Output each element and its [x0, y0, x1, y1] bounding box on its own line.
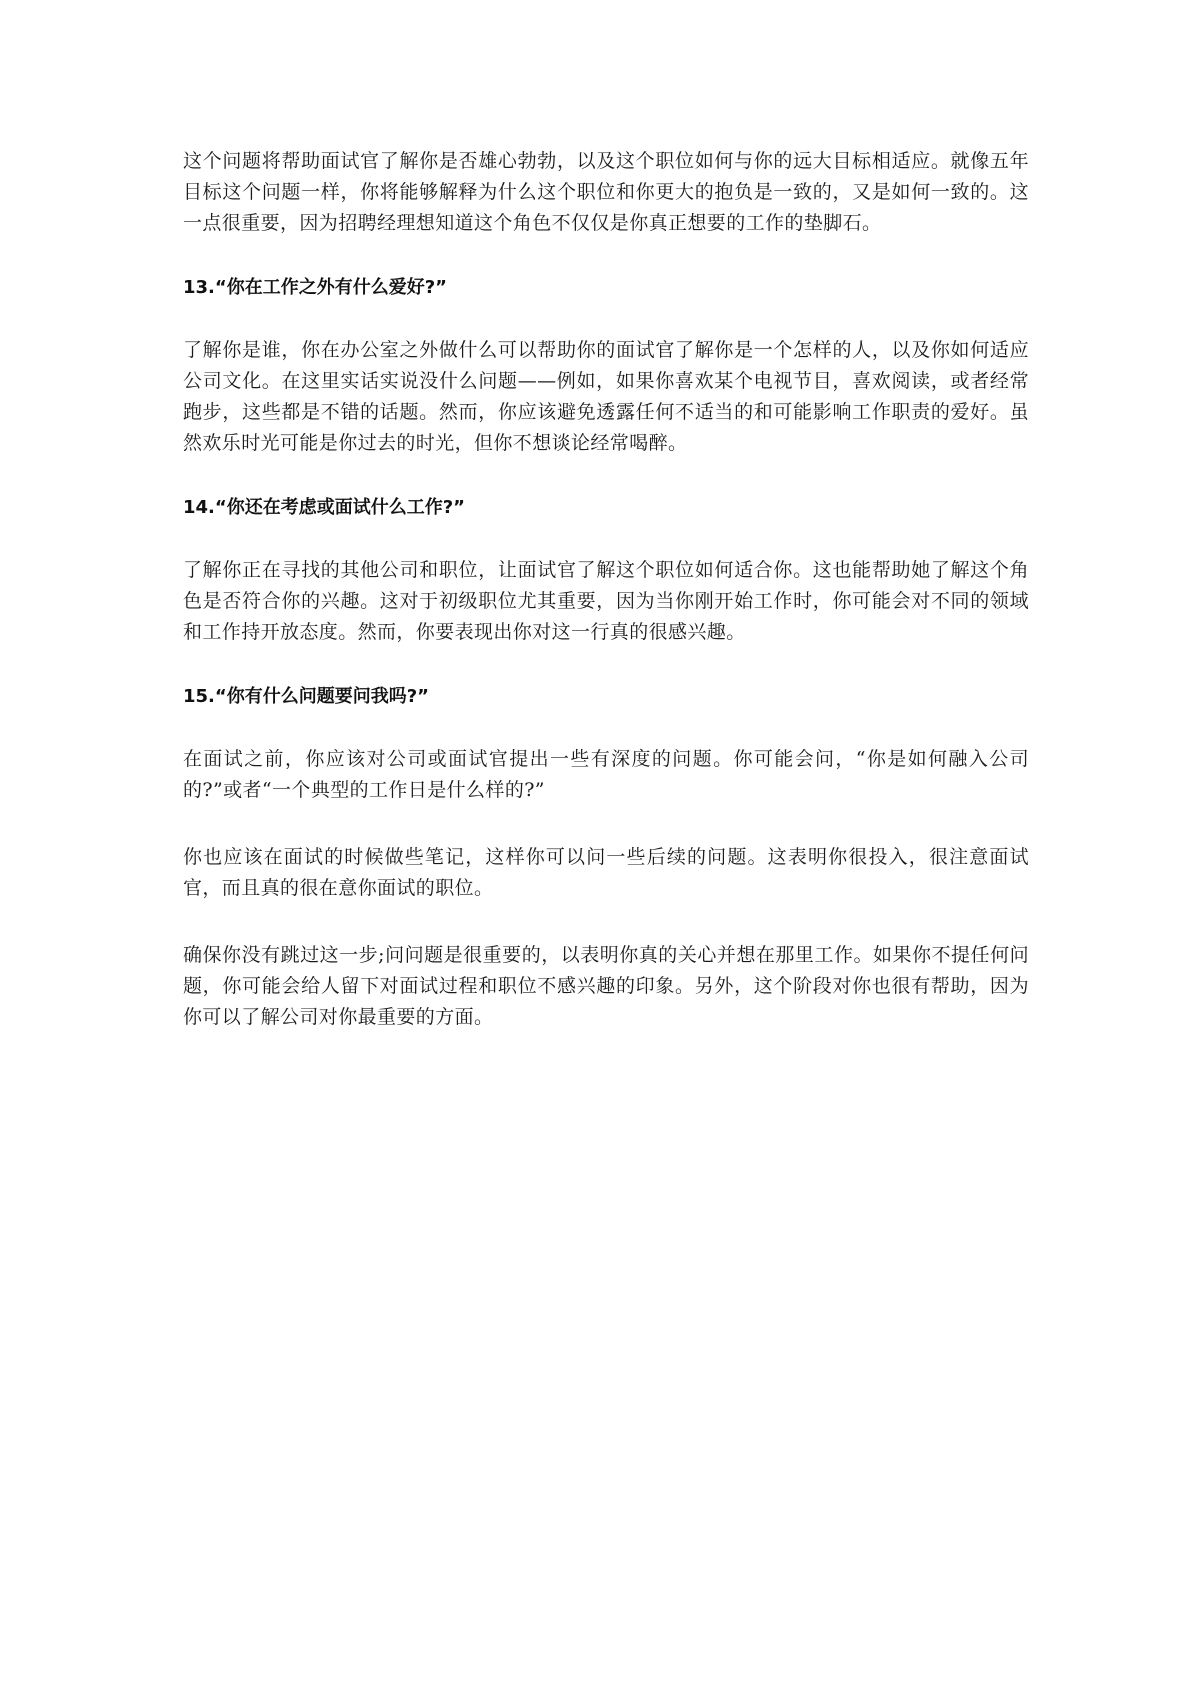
- section-heading: 14.“你还在考虑或面试什么工作?”: [183, 497, 465, 518]
- section-heading: 13.“你在工作之外有什么爱好?”: [183, 277, 447, 298]
- intro-paragraph: 这个问题将帮助面试官了解你是否雄心勃勃，以及这个职位如何与你的远大目标相适应。就像五年目标这个问题一样，你将能够解释为什么这个职位和你更大的抱负是一致的，又是如何一致的。这一点很重要，因为招聘经理想知道这个角色不仅仅是你真正想要的工作的垫脚石。: [183, 150, 1029, 234]
- section-paragraph: 在面试之前，你应该对公司或面试官提出一些有深度的问题。你可能会问，“你是如何融入公司的?”或者“一个典型的工作日是什么样的?”: [183, 748, 1029, 801]
- section-13: [183, 275, 1029, 459]
- section-paragraph: 了解你正在寻找的其他公司和职位，让面试官了解这个职位如何适合你。这也能帮助她了解这个角色是否符合你的兴趣。这对于初级职位尤其重要，因为当你刚开始工作时，你可能会对不同的领域和工作持开放态度。然而，你要表现出你对这一行真的很感兴趣。: [183, 559, 1029, 643]
- section-paragraph: 确保你没有跳过这一步;问问题是很重要的，以表明你真的关心并想在那里工作。如果你不提任何问题，你可能会给人留下对面试过程和职位不感兴趣的印象。另外，这个阶段对你也很有帮助，因为你可以了解公司对你最重要的方面。: [183, 944, 1029, 1028]
- document-body: [183, 146, 1029, 1069]
- section-14: [183, 495, 1029, 648]
- section-paragraph: 了解你是谁，你在办公室之外做什么可以帮助你的面试官了解你是一个怎样的人，以及你如何适应公司文化。在这里实话实说没什么问题——例如，如果你喜欢某个电视节目，喜欢阅读，或者经常跑步，这些都是不错的话题。然而，你应该避免透露任何不适当的和可能影响工作职责的爱好。虽然欢乐时光可能是你过去的时光，但你不想谈论经常喝醉。: [183, 339, 1029, 454]
- section-paragraph: 你也应该在面试的时候做些笔记，这样你可以问一些后续的问题。这表明你很投入，很注意面试官，而且真的很在意你面试的职位。: [183, 846, 1029, 899]
- section-heading: 15.“你有什么问题要问我吗?”: [183, 686, 429, 707]
- section-15: [183, 684, 1029, 1033]
